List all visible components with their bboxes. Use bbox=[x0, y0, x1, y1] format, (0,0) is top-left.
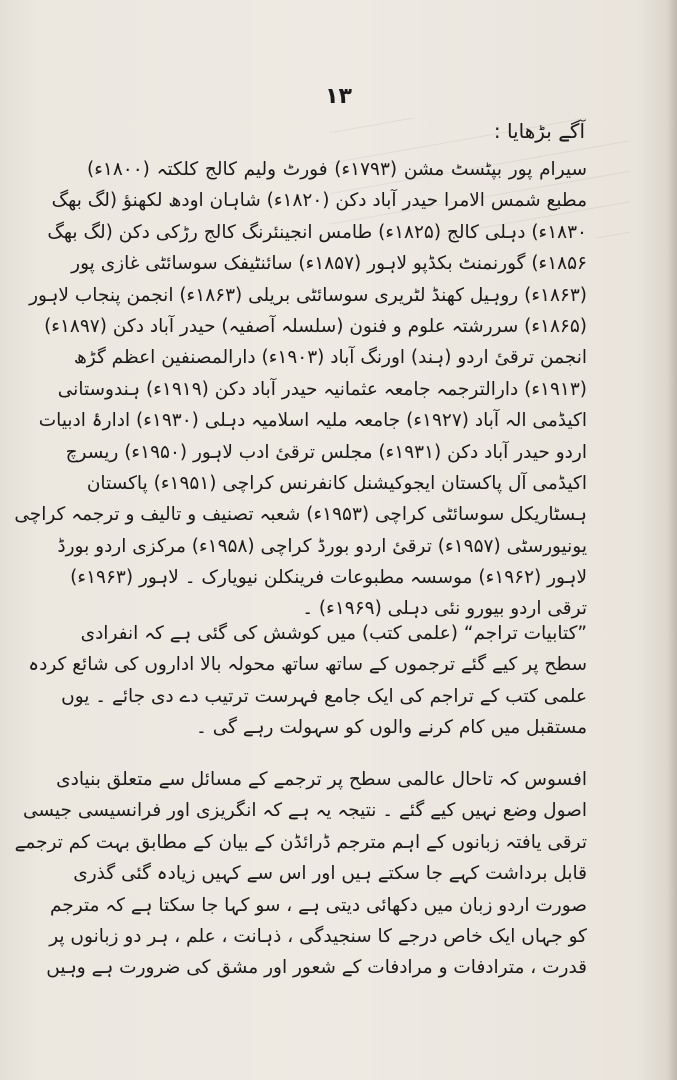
text-line: صورت اردو زبان میں دکھائی دیتی ہے ، سو کہا جا سکتا ہے کہ مترجم bbox=[49, 894, 587, 916]
text-line: ۱۸۳۰ء) دہلی کالج (۱۸۲۵ء) طامس انجینئرنگ کالج رڑکی دکن (لگ بھگ bbox=[47, 221, 587, 243]
text-line: ”کتابیات تراجم“ (علمی کتب) میں کوشش کی گئی ہے کہ انفرادی bbox=[80, 623, 587, 644]
text-line: علمی کتب کے تراجم کی ایک جامع فہرست ترتیب دے دی جائے ۔ یوں bbox=[61, 685, 587, 707]
paragraph-translation-problems bbox=[14, 764, 587, 984]
text-line: لاہور (۱۹۶۲ء) موسسہ مطبوعات فرینکلن نیویارک ۔ لاہور (۱۹۶۳ء) bbox=[70, 567, 587, 589]
text-line: ۱۸۵۶ء) گورنمنٹ بکڈپو لاہور (۱۸۵۷ء) سائنٹیفک سوسائٹی غازی پور bbox=[71, 253, 587, 275]
text-line: یونیورسٹی (۱۹۵۷ء) ترقیٔ اردو بورڈ کراچی (۱۹۵۸ء) مرکزی اردو بورڈ bbox=[57, 535, 587, 557]
text-line: قدرت ، مترادفات و مرادفات کے شعور اور مشق کی ضرورت ہے وہیں bbox=[46, 957, 587, 979]
text-line: اکیڈمی الہ آباد (۱۹۲۷ء) جامعہ ملیہ اسلامیہ دہلی (۱۹۳۰ء) ادارۂ ادبیات bbox=[38, 410, 587, 432]
text-line: مستقبل میں کام کرنے والوں کو سہولت رہے گی ۔ bbox=[196, 717, 587, 739]
paragraph-institutions-list bbox=[14, 154, 587, 625]
page-edge-shadow bbox=[667, 0, 677, 1080]
section-heading: آگے بڑھایا : bbox=[493, 119, 585, 143]
text-line: کو جہاں ایک خاص درجے کا سنجیدگی ، ذہانت ، علم ، ہر دو زبانوں پر bbox=[49, 925, 587, 947]
text-line: سطح پر کیے گئے ترجموں کے ساتھ ساتھ محولہ بالا اداروں کی شائع کردہ bbox=[28, 654, 587, 676]
text-line: اردو حیدر آباد دکن (۱۹۳۱ء) مجلس ترقیٔ ادب لاہور (۱۹۵۰ء) ریسرچ bbox=[65, 441, 587, 463]
text-line: سیرام پور بپٹسٹ مشن (۱۷۹۳ء) فورٹ ولیم کالج کلکتہ (۱۸۰۰ء) bbox=[87, 159, 587, 180]
page-number: ۱۳ bbox=[325, 84, 352, 109]
text-line: قابل برداشت کہے جا سکتے ہیں اور اس سے کہیں زیادہ گئی گذری bbox=[73, 863, 587, 885]
text-line: مطبع شمس الامرا حیدر آباد دکن (۱۸۲۰ء) شاہان اودھ لکھنؤ (لگ بھگ bbox=[51, 190, 587, 212]
paragraph-bibliography-note bbox=[28, 618, 587, 744]
text-line: (۱۸۶۳ء) روہیل کھنڈ لٹریری سوسائٹی بریلی (۱۸۶۳ء) انجمن پنجاب لاہور bbox=[29, 284, 587, 306]
text-line: اکیڈمی آل پاکستان ایجوکیشنل کانفرنس کراچی (۱۹۵۱ء) پاکستان bbox=[86, 472, 587, 494]
text-line: ترقی اردو بیورو نئی دہلی (۱۹۶۹ء) ۔ bbox=[302, 598, 587, 620]
text-line: ترقی یافتہ زبانوں کے اہم مترجم ڈرائڈن کے بیان کے مطابق بہت کم ترجمے bbox=[14, 831, 587, 853]
text-line: افسوس کہ تاحال عالمی سطح پر ترجمے کے مسائل سے متعلق بنیادی bbox=[56, 769, 587, 790]
text-line: انجمن ترقیٔ اردو (ہند) اورنگ آباد (۱۹۰۳ء) دارالمصنفین اعظم گڑھ bbox=[73, 347, 587, 369]
text-line: (۱۹۱۳ء) دارالترجمہ جامعہ عثمانیہ حیدر آباد دکن (۱۹۱۹ء) ہندوستانی bbox=[57, 378, 587, 400]
text-line: اصول وضع نہیں کیے گئے ۔ نتیجہ یہ ہے کہ انگریزی اور فرانسیسی جیسی bbox=[23, 800, 587, 822]
text-line: (۱۸۶۵ء) سررشتہ علوم و فنون (سلسلہ آصفیہ) حیدر آباد دکن (۱۸۹۷ء) bbox=[44, 315, 587, 337]
text-line: ہسٹاریکل سوسائٹی کراچی (۱۹۵۳ء) شعبہ تصنیف و تالیف و ترجمہ کراچی bbox=[14, 504, 587, 526]
